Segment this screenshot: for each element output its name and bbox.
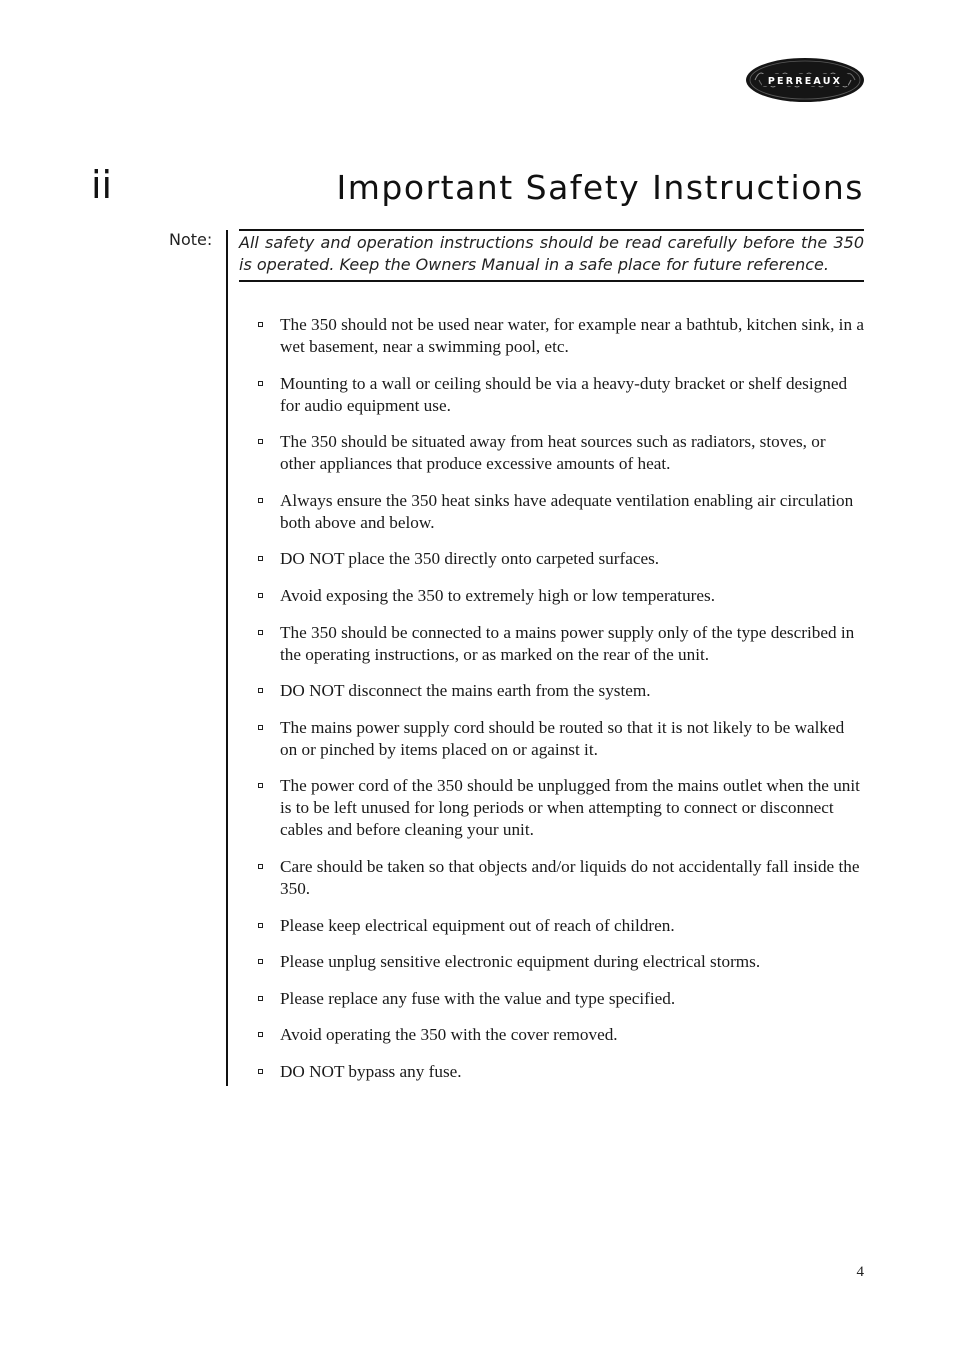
bullet-square-icon — [258, 1069, 263, 1074]
list-item-text: The 350 should be situated away from heat sources such as radiators, stoves, or other appliances that produce excessive amounts of heat. — [280, 432, 826, 474]
list-item — [258, 622, 864, 666]
bullet-square-icon — [258, 322, 263, 327]
page-title: Important Safety Instructions — [336, 168, 864, 207]
list-item — [258, 951, 864, 973]
list-item — [258, 585, 864, 607]
list-item-text: DO NOT disconnect the mains earth from the system. — [280, 681, 651, 701]
logo-text: PERREAUX — [767, 76, 843, 87]
list-item — [258, 680, 864, 702]
list-item-text: The 350 should be connected to a mains power supply only of the type described in the operating instructions, or as marked on the rear of the unit. — [280, 622, 855, 664]
list-item-text: Please replace any fuse with the value and type specified. — [280, 988, 676, 1008]
note-box — [239, 229, 864, 282]
list-item — [258, 1061, 864, 1083]
list-item-text: The 350 should not be used near water, for example near a bathtub, kitchen sink, in a wet basement, near a swimming pool, etc. — [280, 315, 864, 356]
list-item-text: The mains power supply cord should be routed so that it is not likely to be walked on or pinched by items placed on or against it. — [280, 717, 845, 759]
page-number: 4 — [856, 1264, 864, 1280]
safety-instruction-list — [258, 314, 864, 1098]
bullet-square-icon — [258, 593, 263, 598]
note-label: Note: — [169, 230, 213, 249]
list-item-text: Avoid exposing the 350 to extremely high or low temperatures. — [280, 585, 715, 605]
note-text: All safety and operation instructions should be read carefully before the 350 is operated. Keep the Owners Manual in a safe place for future reference. — [239, 233, 864, 275]
bullet-square-icon — [258, 439, 263, 444]
list-item — [258, 717, 864, 761]
list-item-text: Please unplug sensitive electronic equipment during electrical storms. — [280, 952, 761, 972]
list-item — [258, 314, 864, 358]
list-item-text: Always ensure the 350 heat sinks have adequate ventilation enabling air circulation both above and below. — [280, 490, 854, 532]
brand-logo — [745, 57, 865, 103]
bullet-square-icon — [258, 630, 263, 635]
list-item-text: DO NOT place the 350 directly onto carpeted surfaces. — [280, 549, 660, 569]
list-item-text: DO NOT bypass any fuse. — [280, 1061, 462, 1081]
list-item-text: Mounting to a wall or ceiling should be via a heavy-duty bracket or shelf designed for audio equipment use. — [280, 373, 848, 415]
bullet-square-icon — [258, 783, 263, 788]
list-item-text: Avoid operating the 350 with the cover removed. — [280, 1025, 618, 1045]
bullet-square-icon — [258, 556, 263, 561]
list-item-text: Please keep electrical equipment out of reach of children. — [280, 915, 675, 935]
bullet-square-icon — [258, 381, 263, 386]
list-item-text: Care should be taken so that objects and/or liquids do not accidentally fall inside the 350. — [280, 856, 860, 898]
list-item — [258, 490, 864, 534]
list-item — [258, 988, 864, 1010]
bullet-square-icon — [258, 725, 263, 730]
bullet-square-icon — [258, 688, 263, 693]
list-item — [258, 1024, 864, 1046]
list-item — [258, 373, 864, 417]
section-number: ii — [91, 163, 113, 207]
margin-rule — [226, 230, 228, 1086]
list-item — [258, 548, 864, 570]
list-item — [258, 775, 864, 841]
bullet-square-icon — [258, 959, 263, 964]
bullet-square-icon — [258, 996, 263, 1001]
list-item-text: The power cord of the 350 should be unplugged from the mains outlet when the unit is to be left unused for long periods or when attempting to connect or disconnect cables and before cleaning your unit. — [280, 776, 860, 840]
list-item — [258, 856, 864, 900]
bullet-square-icon — [258, 923, 263, 928]
bullet-square-icon — [258, 498, 263, 503]
bullet-square-icon — [258, 1032, 263, 1037]
bullet-square-icon — [258, 864, 263, 869]
list-item — [258, 915, 864, 937]
list-item — [258, 431, 864, 475]
